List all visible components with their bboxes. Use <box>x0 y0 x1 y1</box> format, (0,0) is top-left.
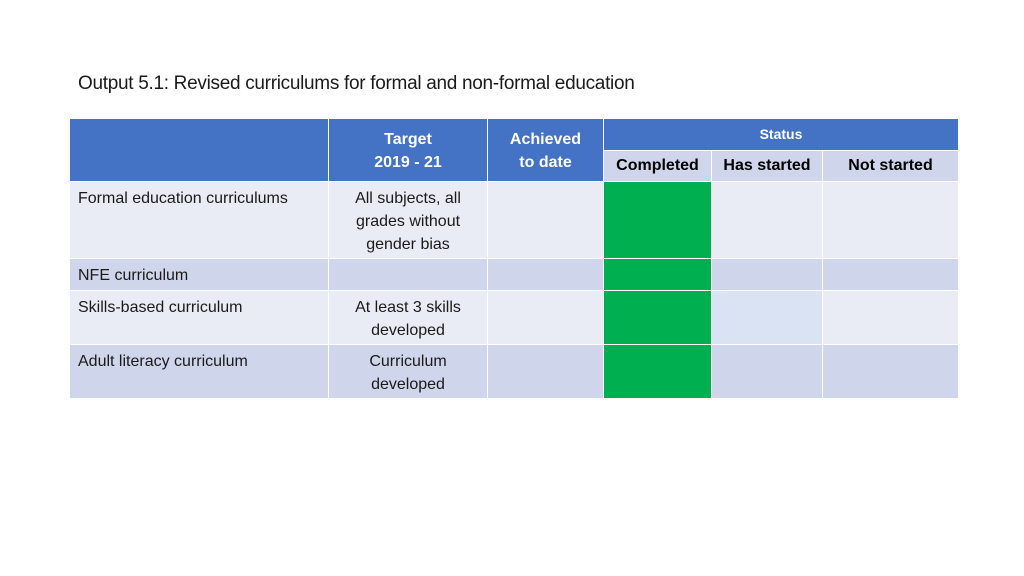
header-target-line2: 2019 - 21 <box>374 154 442 171</box>
row-target-adult-line2: developed <box>371 376 445 393</box>
row-target-skills <box>329 291 487 344</box>
status-has-started-nfe <box>712 259 822 290</box>
status-has-started-formal <box>712 182 822 258</box>
status-table <box>70 119 958 399</box>
row-target-formal <box>329 182 487 258</box>
row-target-formal-line2: grades without <box>355 213 461 230</box>
row-target-adult-line1: Curriculum <box>369 353 447 370</box>
status-completed-formal <box>604 182 711 258</box>
row-achieved-skills <box>488 291 603 344</box>
status-has-started-skills <box>712 291 822 344</box>
status-not-started-nfe <box>823 259 958 290</box>
header-status: Status <box>604 119 958 150</box>
row-target-formal-line1: All subjects, all <box>355 190 461 207</box>
row-target-skills-line1: At least 3 skills <box>355 299 461 316</box>
row-achieved-nfe <box>488 259 603 290</box>
header-achieved-line1: Achieved <box>509 131 582 148</box>
row-achieved-formal <box>488 182 603 258</box>
row-target-skills-line2: developed <box>371 322 445 339</box>
status-not-started-formal <box>823 182 958 258</box>
header-achieved <box>488 119 603 181</box>
header-row-label-cell <box>70 119 328 181</box>
status-completed-nfe <box>604 259 711 290</box>
status-has-started-adult <box>712 345 822 398</box>
row-label-adult: Adult literacy curriculum <box>70 345 328 398</box>
header-target-line1: Target <box>384 131 432 148</box>
header-not-started: Not started <box>823 151 958 181</box>
row-target-nfe <box>329 259 487 290</box>
header-target <box>329 119 487 181</box>
row-target-adult <box>329 345 487 398</box>
status-not-started-adult <box>823 345 958 398</box>
page-title: Output 5.1: Revised curriculums for formal and non-formal education <box>78 73 635 94</box>
header-completed: Completed <box>604 151 711 181</box>
status-not-started-skills <box>823 291 958 344</box>
row-label-nfe: NFE curriculum <box>70 259 328 290</box>
header-achieved-line2: to date <box>519 154 572 171</box>
row-label-skills: Skills-based curriculum <box>70 291 328 344</box>
header-has-started: Has started <box>712 151 822 181</box>
row-label-formal: Formal education curriculums <box>70 182 328 258</box>
row-target-formal-line3: gender bias <box>366 236 450 253</box>
status-completed-adult <box>604 345 711 398</box>
status-completed-skills <box>604 291 711 344</box>
row-achieved-adult <box>488 345 603 398</box>
